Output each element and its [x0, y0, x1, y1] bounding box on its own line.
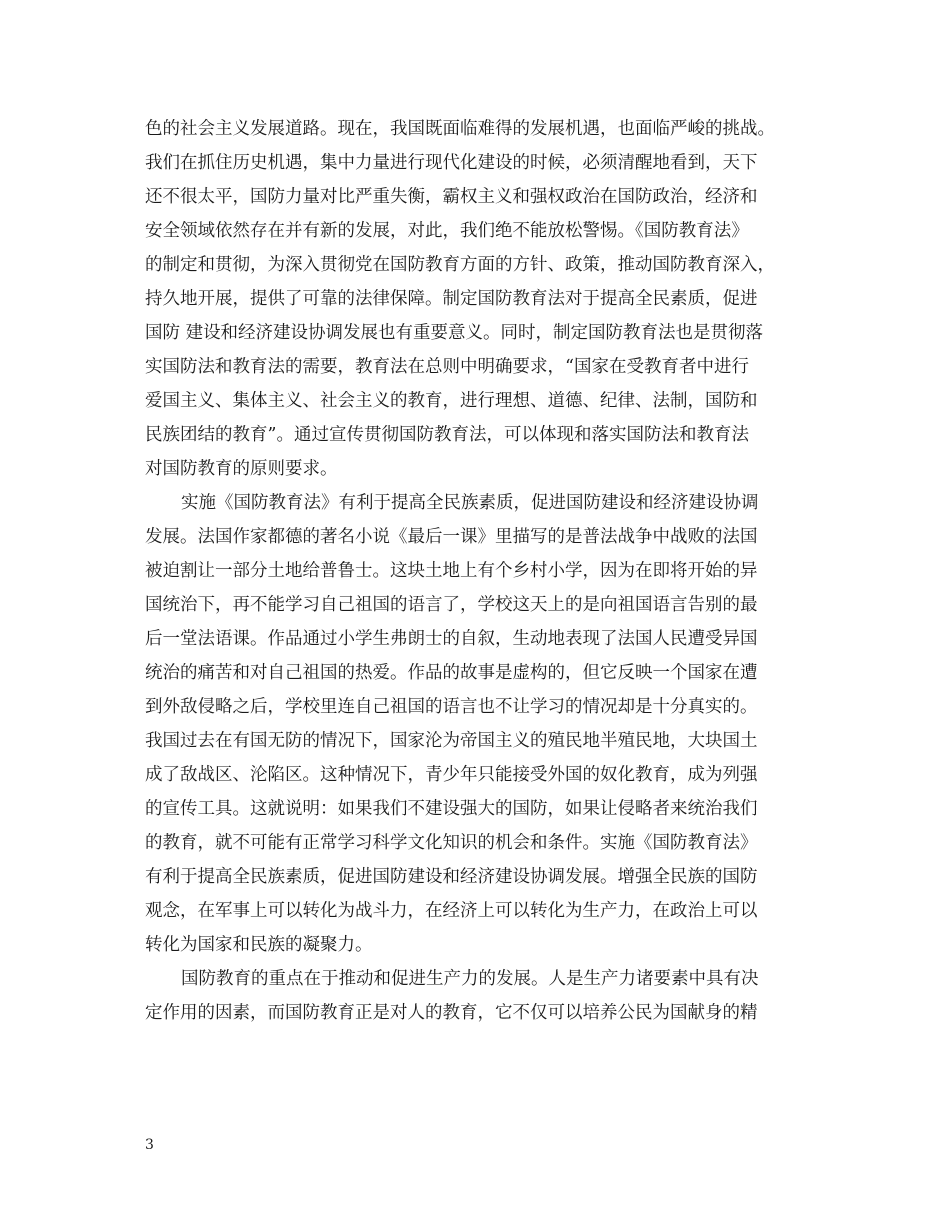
text-line: 定作用的因素，而国防教育正是对人的教育，它不仅可以培养公民为国献身的精	[145, 1003, 758, 1023]
text-line: 国统治下，再不能学习自己祖国的语言了，学校这天上的是向祖国语言告别的最	[145, 595, 758, 615]
page-number: 3	[145, 1137, 154, 1153]
text-line: 观念，在军事上可以转化为战斗力，在经济上可以转化为生产力，在政治上可以	[145, 901, 758, 921]
text-line: 实国防法和教育法的需要，教育法在总则中明确要求，“国家在受教育者中进行	[145, 357, 749, 377]
body-text	[145, 112, 825, 1030]
text-line: 成了敌战区、沦陷区。这种情况下，青少年只能接受外国的奴化教育，成为列强	[145, 765, 758, 785]
text-line: 爱国主义、集体主义、社会主义的教育，进行理想、道德、纪律、法制，国防和	[145, 391, 758, 411]
text-line: 还不很太平，国防力量对比严重失衡，霸权主义和强权政治在国防政治，经济和	[145, 187, 758, 207]
paragraph-first-line: 国防教育的重点在于推动和促进生产力的发展。人是生产力诸要素中具有决	[181, 969, 759, 989]
text-line: 的教育，就不可能有正常学习科学文化知识的机会和条件。实施《国防教育法》	[145, 833, 758, 853]
text-line: 有利于提高全民族素质，促进国防建设和经济建设协调发展。增强全民族的国防	[145, 867, 758, 887]
text-line: 持久地开展，提供了可靠的法律保障。制定国防教育法对于提高全民素质，促进	[145, 289, 758, 309]
text-line: 我们在抓住历史机遇，集中力量进行现代化建设的时候，必须清醒地看到，天下	[145, 153, 758, 173]
text-line: 发展。法国作家都德的著名小说《最后一课》里描写的是普法战争中战败的法国	[145, 527, 758, 547]
paragraph-first-line: 实施《国防教育法》有利于提高全民族素质，促进国防建设和经济建设协调	[181, 493, 759, 513]
text-line: 统治的痛苦和对自己祖国的热爱。作品的故事是虚构的，但它反映一个国家在遭	[145, 663, 758, 683]
text-line: 国防 建设和经济建设协调发展也有重要意义。同时，制定国防教育法也是贯彻落	[145, 323, 764, 343]
text-line: 对国防教育的原则要求。	[145, 459, 338, 479]
text-line: 被迫割让一部分土地给普鲁士。这块土地上有个乡村小学，因为在即将开始的异	[145, 561, 758, 581]
text-line: 的制定和贯彻，为深入贯彻党在国防教育方面的方针、政策，推动国防教育深入，	[145, 255, 775, 275]
text-line: 到外敌侵略之后，学校里连自己祖国的语言也不让学习的情况却是十分真实的。	[145, 697, 758, 717]
text-line: 安全领域依然存在并有新的发展，对此，我们绝不能放松警惕。《国防教育法》	[145, 221, 749, 241]
text-line: 色的社会主义发展道路。现在，我国既面临难得的发展机遇，也面临严峻的挑战。	[145, 119, 775, 139]
text-line: 转化为国家和民族的凝聚力。	[145, 935, 373, 955]
text-line: 民族团结的教育”。通过宣传贯彻国防教育法，可以体现和落实国防法和教育法	[145, 425, 749, 445]
text-line: 后一堂法语课。作品通过小学生弗朗士的自叙，生动地表现了法国人民遭受异国	[145, 629, 758, 649]
text-line: 我国过去在有国无防的情况下，国家沦为帝国主义的殖民地半殖民地，大块国土	[145, 731, 758, 751]
text-line: 的宣传工具。这就说明：如果我们不建设强大的国防，如果让侵略者来统治我们	[145, 799, 758, 819]
